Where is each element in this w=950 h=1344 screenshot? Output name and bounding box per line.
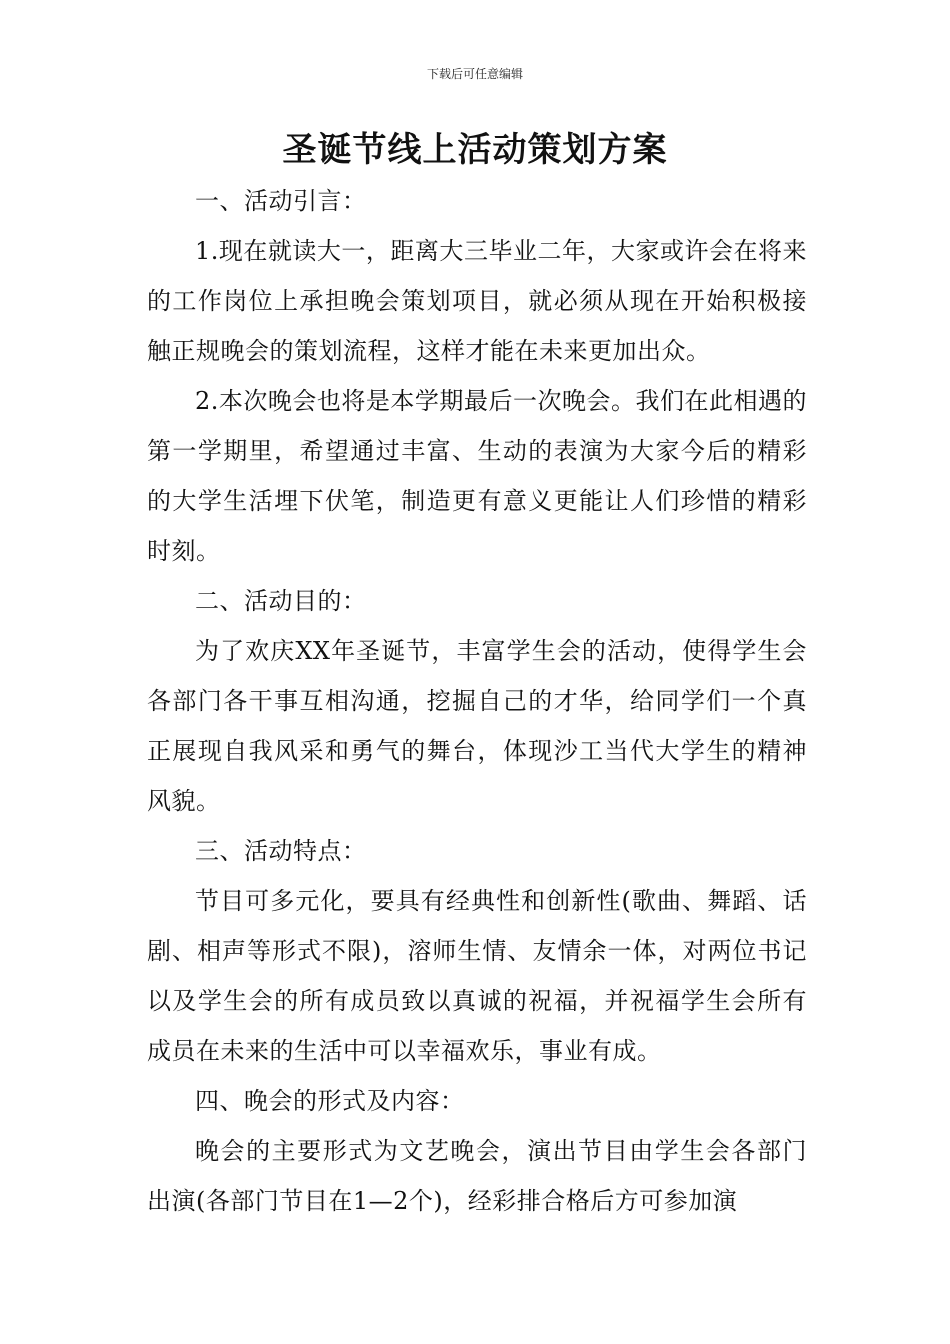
section-heading-intro: 一、活动引言： bbox=[195, 187, 367, 215]
paragraph-intro-2: 2.本次晚会也将是本学期最后一次晚会。我们在此相遇的第一学期里，希望通过丰富、生动的表演为大家今后的精彩的大学生活埋下伏笔，制造更有意义更能让人们珍惜的精彩时刻。 bbox=[147, 387, 807, 565]
paragraph-intro-1: 1.现在就读大一，距离大三毕业二年，大家或许会在将来的工作岗位上承担晚会策划项目，就必须从现在开始积极接触正规晚会的策划流程，这样才能在未来更加出众。 bbox=[147, 237, 807, 365]
section-heading-purpose: 二、活动目的： bbox=[195, 587, 367, 615]
section-heading-features: 三、活动特点： bbox=[195, 837, 367, 865]
paragraph-purpose: 为了欢庆XX年圣诞节，丰富学生会的活动，使得学生会各部门各干事互相沟通，挖掘自己的才华，给同学们一个真正展现自我风采和勇气的舞台，体现沙工当代大学生的精神风貌。 bbox=[147, 637, 807, 815]
document-body bbox=[147, 176, 807, 1226]
paragraph-format: 晚会的主要形式为文艺晚会，演出节目由学生会各部门出演(各部门节目在1—2个)，经彩排合格后方可参加演 bbox=[147, 1137, 807, 1215]
section-heading-format: 四、晚会的形式及内容： bbox=[195, 1087, 465, 1115]
page-title: 圣诞节线上活动策划方案 bbox=[282, 130, 668, 170]
header-note: 下载后可任意编辑 bbox=[426, 67, 523, 81]
paragraph-features: 节目可多元化，要具有经典性和创新性(歌曲、舞蹈、话剧、相声等形式不限)，溶师生情、友情余一体，对两位书记以及学生会的所有成员致以真诚的祝福，并祝福学生会所有成员在未来的生活中可以幸福欢乐，事业有成。 bbox=[147, 887, 807, 1065]
